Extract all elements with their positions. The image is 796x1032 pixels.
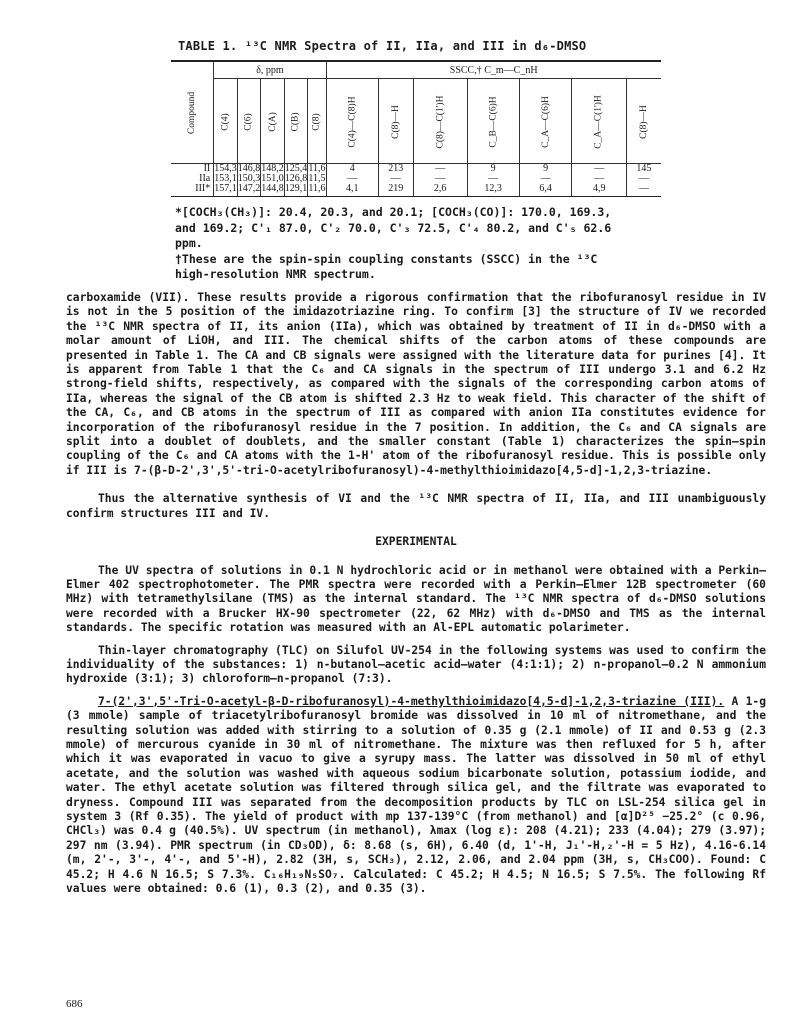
- table-row: III* 157,1 147,2 144,8 129,1 11,6 4,1 219 2,6 12,3 6,4 4,9 —: [171, 184, 661, 197]
- column-header: C(4): [214, 79, 238, 164]
- column-header: C(8)—H: [626, 79, 660, 164]
- delta-group-header: δ, ppm: [214, 62, 326, 79]
- column-header: C(A): [261, 79, 285, 164]
- nmr-table: [171, 60, 661, 197]
- compound-header-cell: [171, 62, 214, 164]
- column-header: C(4)—C(8)H: [326, 79, 378, 164]
- column-header: C_B—C(6)H: [467, 79, 519, 164]
- paragraph-text: A 1-g (3 mmole) sample of triacetylribofuranosyl bromide was dissolved in 10 ml of nitromethane, and the resulting solution was added with stirring to a solution of 0.35 g (2.1 mmole) of II and 0.53 g (2.3 mmole) of mercurous cyanide in 30 ml of nitromethane. The mixture was then refluxed for 5 h, after which it was evaporated in vacuo to give a syrupy mass. The latter was dissolved in 50 ml of ethyl acetate, and the solution was washed with aqueous sodium bicarbonate solution, potassium iodide, and water. The ethyl acetate solution was filtered through silica gel, and the filtrate was evaporated to dryness. Compound III was separated from the decomposition products by TLC on LSL-254 silica gel in system 3 (Rf 0.35). The yield of product with mp 137-139°C (from methanol) and [α]D²⁵ −25.2° (c 0.96, CHCl₃) was 0.4 g (40.5%). UV spectrum (in methanol), λmax (log ε): 208 (4.21); 233 (4.04); 279 (3.97); 297 nm (3.94). PMR spectrum (in CD₃OD), δ: 8.68 (s, 6H), 6.40 (d, 1'-H, J₁'-H,₂'-H = 5 Hz), 4.16-6.14 (m, 2'-, 3'-, 4'-, and 5'-H), 2.82 (3H, s, SCH₃), 2.12, 2.06, and 2.04 ppm (3H, s, CH₃COO). Found: C 45.2; H 4.6 N 16.5; S 7.3%. C₁₆H₁₉N₅SO₇. Calculated: C 45.2; H 4.5; N 16.5; S 7.5%. The following Rf values were obtained: 0.6 (1), 0.3 (2), and 0.35 (3).: [66, 694, 766, 896]
- paragraph: carboxamide (VII). These results provide a rigorous confirmation that the ribofuranosyl residue in IV is not in the 5 position of the imidazotriazine ring. To confirm [3] the structure of IV we recorded the ¹³C NMR spectra of II, its anion (IIa), which was obtained by treatment of II in d₆-DMSO with a molar amount of LiOH, and III. The chemical shifts of the carbon atoms of these compounds are presented in Table 1. The CA and CB signals were assigned with the literature data for purines [4]. It is apparent from Table 1 that the C₆ and CA signals in the spectrum of III undergo 3.1 and 6.2 Hz strong-field shifts, respectively, as compared with the signals of the corresponding carbon atoms of IIa, whereas the signal of the CB atom is shifted 2.3 Hz to weak field. This character of the shift of the CA, C₆, and CB atoms in the spectrum of III as compared with anion IIa constitutes evidence for incorporation of the ribofuranosyl residue in the 7 position. In addition, the C₆ and CA signals are split into a doublet of doublets, and the smaller constant (Table 1) characterizes the spin—spin coupling of the C₆ and CA atoms with the 1-H' atom of the ribofuranosyl residue. This is possible only if III is 7-(β-D-2',3',5'-tri-O-acetylribofuranosyl)-4-methylthioimidazo[4,5-d]-1,2,3-triazine.: [66, 291, 766, 477]
- section-heading: EXPERIMENTAL: [375, 535, 457, 549]
- compound-title: 7-(2',3',5'-Tri-O-acetyl-β-D-ribofuranosyl)-4-methylthioimidazo[4,5-d]-1,2,3-triazine (III).: [98, 694, 725, 708]
- article-body: [66, 291, 766, 896]
- table-footnotes: [175, 205, 635, 283]
- column-header: C(8)—C(1')H: [413, 79, 467, 164]
- column-header: C(8)—H: [378, 79, 413, 164]
- table-title: TABLE 1. ¹³C NMR Spectra of II, IIa, and III in d₆-DMSO: [178, 39, 587, 53]
- column-header: C_A—C(1')H: [572, 79, 626, 164]
- footnote-asterisk: *[COCH₃(CH₃)]: 20.4, 20.3, and 20.1; [COCH₃(CO)]: 170.0, 169.3, and 169.2; C'₁ 87.0, C'₂ 70.0, C'₃ 72.5, C'₄ 80.2, and C'₅ 62.6 ppm.: [175, 205, 612, 250]
- table-row: IIa 153,1 150,3 151,0 126,8 11,5 — — — — — — —: [171, 174, 661, 184]
- column-header: C(B): [284, 79, 308, 164]
- sscc-group-header: SSCC,† C_m—C_nH: [326, 62, 661, 79]
- column-header: C_A—C(6)H: [519, 79, 572, 164]
- paragraph: Thus the alternative synthesis of VI and the ¹³C NMR spectra of II, IIa, and III unambiguously confirm structures III and IV.: [66, 492, 766, 520]
- table-row: II 154,3 146,8 148,2 125,4 11,6 4 213 — 9 9 — 145: [171, 164, 661, 175]
- paragraph: [66, 695, 766, 897]
- page-number: 686: [66, 998, 83, 1010]
- compound-header: Compound: [187, 91, 198, 135]
- paragraph: The UV spectra of solutions in 0.1 N hydrochloric acid or in methanol were obtained with a Perkin—Elmer 402 spectrophotometer. The PMR spectra were recorded with a Perkin—Elmer 12B spectrometer (60 MHz) with tetramethylsilane (TMS) as the internal standard. The ¹³C NMR spectra of d₆-DMSO solutions were recorded with a Brucker HX-90 spectrometer (22, 62 MHz) with d₆-DMSO and TMS as the internal standards. The specific rotation was measured with an Al-EPL automatic polarimeter.: [66, 563, 766, 635]
- paragraph: Thin-layer chromatography (TLC) on Silufol UV-254 in the following systems was used to confirm the individuality of the substances: 1) n-butanol—acetic acid—water (4:1:1); 2) n-propanol—0.2 N ammonium hydroxide (3:1); 3) chloroform—n-propanol (7:3).: [66, 643, 766, 686]
- column-header: C(8): [308, 79, 326, 164]
- footnote-dagger: †These are the spin-spin coupling constants (SSCC) in the ¹³C high-resolution NMR spectrum.: [175, 251, 598, 281]
- column-header: C(6): [237, 79, 261, 164]
